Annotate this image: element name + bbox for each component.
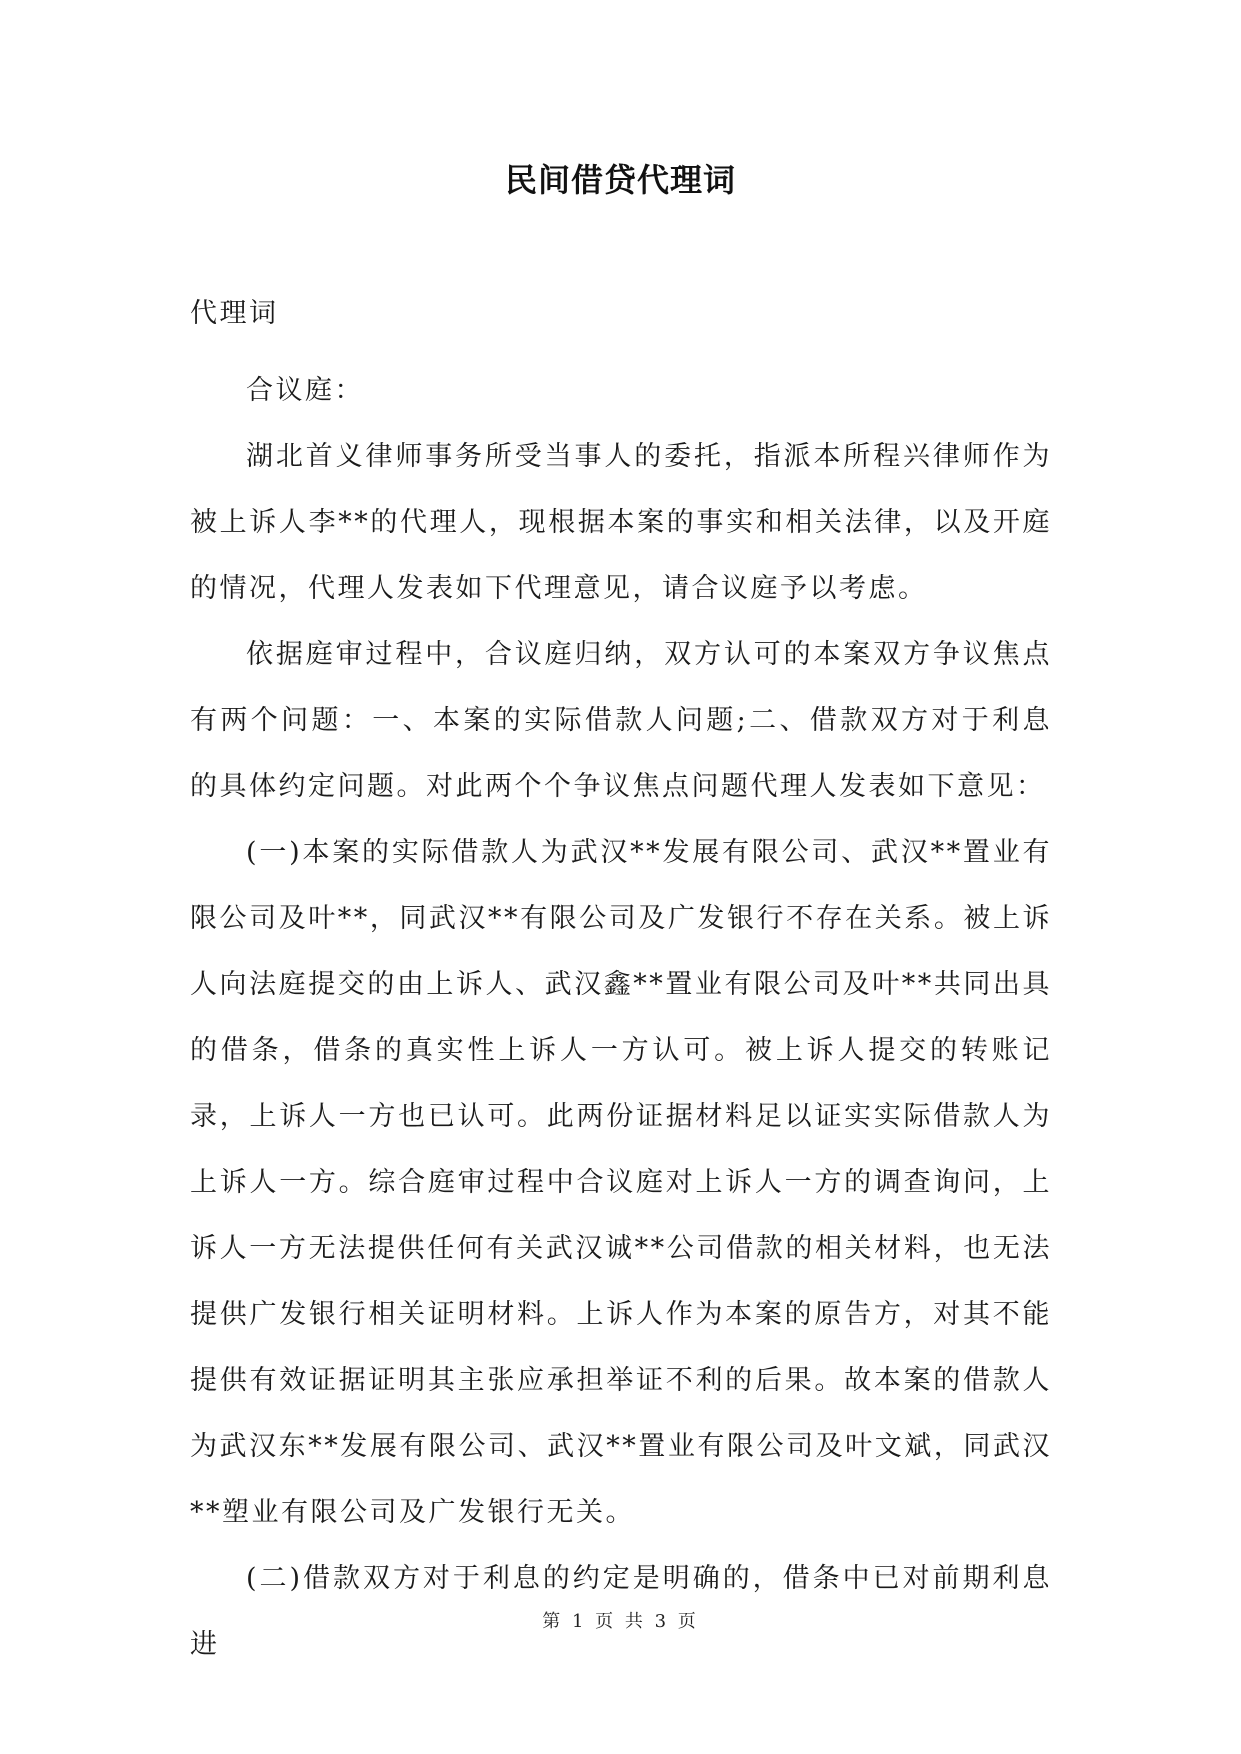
document-body xyxy=(190,292,1052,1678)
paragraph-point-one: (一)本案的实际借款人为武汉**发展有限公司、武汉**置业有限公司及叶**，同武汉**有限公司及广发银行不存在关系。被上诉人向法庭提交的由上诉人、武汉鑫**置业有限公司及叶**共同出具的借条，借条的真实性上诉人一方认可。被上诉人提交的转账记录，上诉人一方也已认可。此两份证据材料足以证实实际借款人为上诉人一方。综合庭审过程中合议庭对上诉人一方的调查询问，上诉人一方无法提供任何有关武汉诚**公司借款的相关材料，也无法提供广发银行相关证明材料。上诉人作为本案的原告方，对其不能提供有效证据证明其主张应承担举证不利的后果。故本案的借款人为武汉东**发展有限公司、武汉**置业有限公司及叶文斌，同武汉**塑业有限公司及广发银行无关。 xyxy=(190,837,1052,1528)
document-heading: 代理词 xyxy=(190,298,279,329)
salutation: 合议庭： xyxy=(246,375,364,406)
paragraph-intro: 湖北首义律师事务所受当事人的委托，指派本所程兴律师作为被上诉人李**的代理人，现根据本案的事实和相关法律，以及开庭的情况，代理人发表如下代理意见，请合议庭予以考虑。 xyxy=(190,441,1052,604)
paragraph-dispute-focus: 依据庭审过程中，合议庭归纳，双方认可的本案双方争议焦点有两个问题：一、本案的实际借款人问题;二、借款双方对于利息的具体约定问题。对此两个个争议焦点问题代理人发表如下意见： xyxy=(190,639,1052,802)
paragraph-point-two: (二)借款双方对于利息的约定是明确的，借条中已对前期利息进 xyxy=(190,1563,1052,1660)
document-title: 民间借贷代理词 xyxy=(504,161,736,199)
page-number-footer: 第 1 页 共 3 页 xyxy=(542,1611,699,1632)
